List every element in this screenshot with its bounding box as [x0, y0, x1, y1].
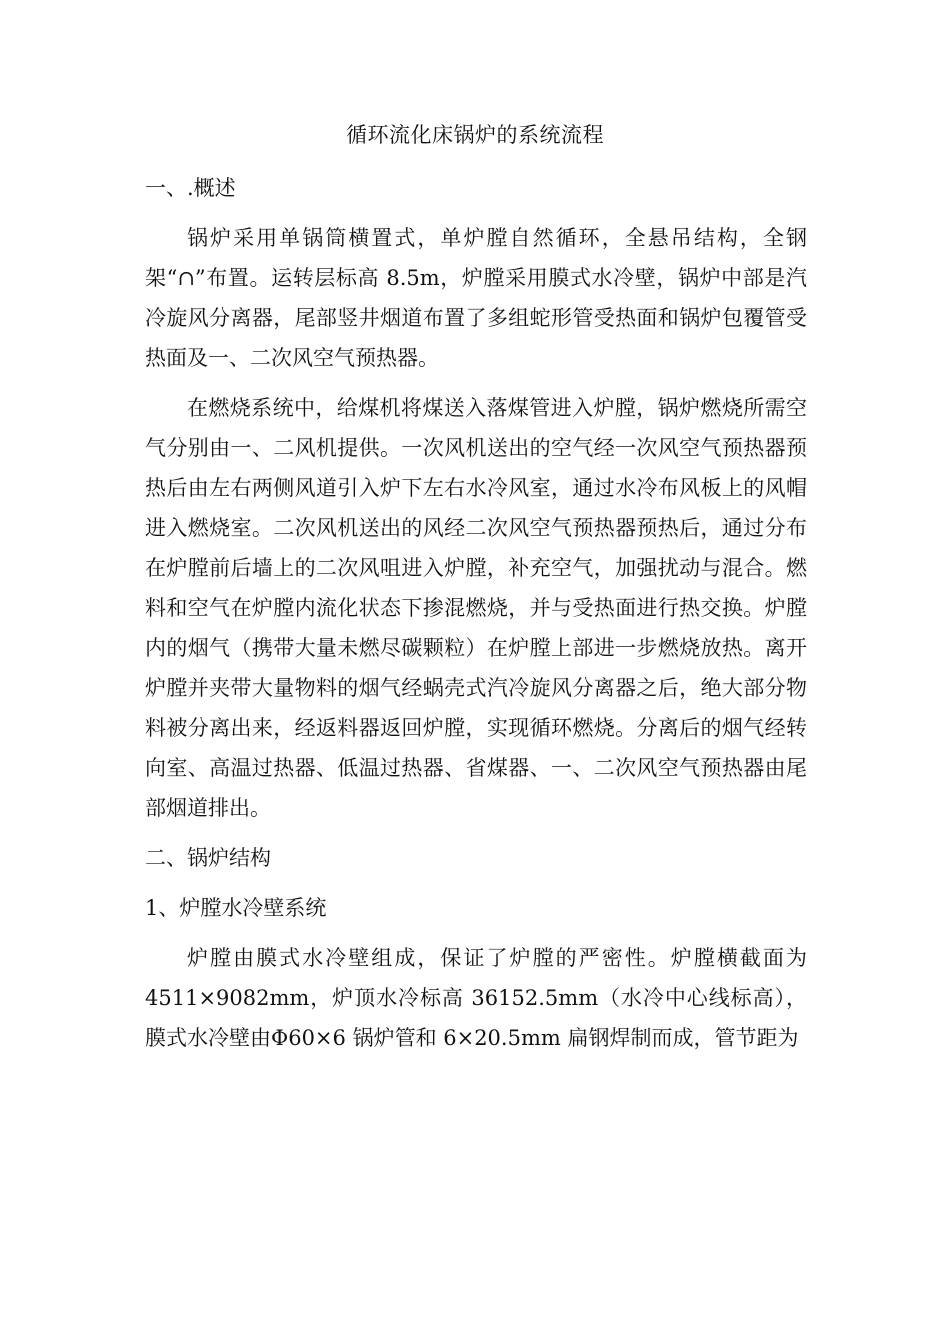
paragraph-boiler-layout: 锅炉采用单锅筒横置式，单炉膛自然循环，全悬吊结构，全钢架“∩”布置。运转层标高 8.5m，炉膛采用膜式水冷壁，锅炉中部是汽冷旋风分离器，尾部竖井烟道布置了多组蛇形管受热面和锅炉包覆管受热面及一、二次风空气预热器。: [145, 226, 807, 370]
paragraph-combustion-system: 在燃烧系统中，给煤机将煤送入落煤管进入炉膛，锅炉燃烧所需空气分别由一、二风机提供。一次风机送出的空气经一次风空气预热器预热后由左右两侧风道引入炉下左右水冷风室，通过水冷布风板上的风帽进入燃烧室。二次风机送出的风经二次风空气预热器预热后，通过分布在炉膛前后墙上的二次风咀进入炉膛，补充空气，加强扰动与混合。燃料和空气在炉膛内流化状态下掺混燃烧，并与受热面进行热交换。炉膛内的烟气（携带大量未燃尽碳颗粒）在炉膛上部进一步燃烧放热。离开炉膛并夹带大量物料的烟气经蜗壳式汽冷旋风分离器之后，绝大部分物料被分离出来，经返料器返回炉膛，实现循环燃烧。分离后的烟气经转向室、高温过热器、低温过热器、省煤器、一、二次风空气预热器由尾部烟道排出。: [145, 396, 807, 820]
section-heading-overview: 一、.概述: [145, 176, 236, 200]
document-title: 循环流化床锅炉的系统流程: [346, 123, 604, 147]
paragraph-furnace-waterwall: 炉膛由膜式水冷壁组成，保证了炉膛的严密性。炉膛横截面为 4511×9082mm，炉顶水冷标高 36152.5mm（水冷中心线标高），膜式水冷壁由Φ60×6 锅炉管和 6×20.5mm 扁钢焊制而成，管节距为: [145, 946, 807, 1050]
subsection-heading-waterwall-system: 1、炉膛水冷壁系统: [145, 896, 327, 920]
section-heading-boiler-structure: 二、锅炉结构: [145, 846, 271, 870]
document-body: [145, 168, 807, 1068]
